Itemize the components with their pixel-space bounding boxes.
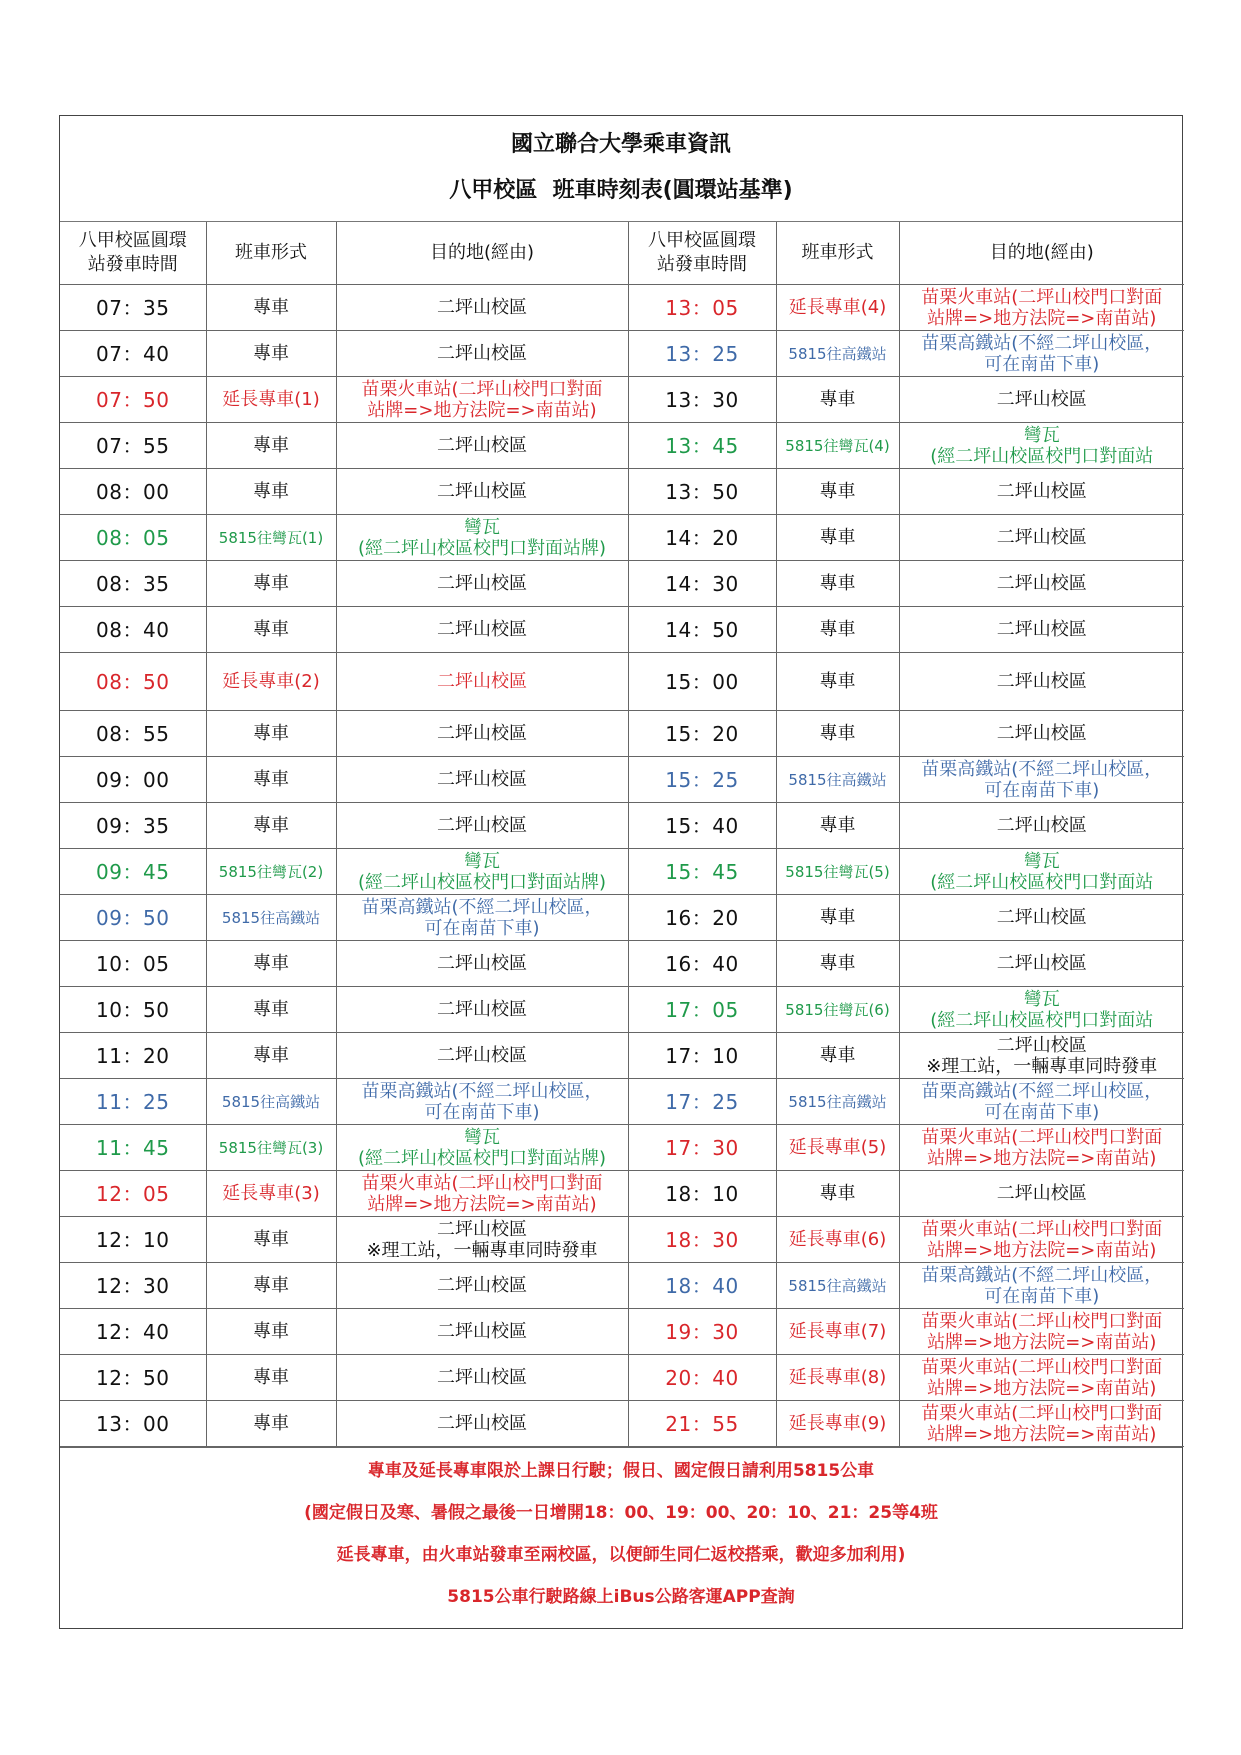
destination-line: 彎瓦 (464, 516, 500, 538)
destination (899, 1355, 1184, 1401)
service-type: 專車 (776, 803, 899, 849)
destination-line: 可在南苗下車) (984, 779, 1100, 801)
destination (336, 1033, 628, 1079)
destination-line: 可在南苗下車) (424, 1101, 540, 1123)
table-row (60, 1309, 1184, 1355)
destination-line: 二坪山校區 (996, 389, 1087, 410)
destination-line: (經二坪山校區校門口對面站 (930, 1009, 1154, 1031)
table-row (60, 423, 1184, 469)
table-row (60, 849, 1184, 895)
departure-time: 11：25 (60, 1079, 206, 1125)
destination (899, 285, 1184, 331)
destination-line: 二坪山校區 (437, 1367, 527, 1388)
destination (336, 849, 628, 895)
service-type: 5815往彎瓦(3) (206, 1125, 336, 1171)
service-type: 5815往高鐵站 (776, 331, 899, 377)
service-type: 專車 (776, 515, 899, 561)
departure-time: 17：25 (628, 1079, 776, 1125)
destination-line: 苗栗火車站(二坪山校門口對面 (921, 1310, 1163, 1332)
departure-time: 13：05 (628, 285, 776, 331)
destination-line: 二坪山校區 (437, 297, 527, 318)
destination (336, 1079, 628, 1125)
table-row (60, 757, 1184, 803)
table-row (60, 941, 1184, 987)
service-type: 延長專車(5) (776, 1125, 899, 1171)
destination-line: 苗栗高鐵站(不經二坪山校區， (921, 1080, 1163, 1102)
departure-time: 13：45 (628, 423, 776, 469)
departure-time: 09：35 (60, 803, 206, 849)
destination (899, 1309, 1184, 1355)
notes-block (60, 1447, 1182, 1628)
destination (899, 423, 1184, 469)
destination-line: 苗栗火車站(二坪山校門口對面 (921, 1356, 1163, 1378)
destination (336, 757, 628, 803)
service-type: 延長專車(4) (776, 285, 899, 331)
destination (336, 653, 628, 711)
destination (899, 331, 1184, 377)
header-time-line1: 八甲校區圓環 (648, 230, 756, 251)
destination-line: 二坪山校區 (437, 1045, 527, 1066)
destination-line: 站牌=>地方法院=>南苗站) (927, 1239, 1157, 1261)
service-type: 5815往高鐵站 (776, 1079, 899, 1125)
destination-line: 二坪山校區 (996, 907, 1087, 928)
title-block (60, 116, 1182, 222)
note-line: 5815公車行駛路線上iBus公路客運APP查詢 (447, 1587, 795, 1607)
destination (336, 1401, 628, 1447)
destination-line: 可在南苗下車) (984, 1285, 1100, 1307)
destination-line: 二坪山校區 (437, 481, 527, 502)
destination-line: 二坪山校區 (437, 723, 527, 744)
destination-line: (經二坪山校區校門口對面站牌) (357, 537, 607, 559)
table-row (60, 803, 1184, 849)
service-type: 延長專車(8) (776, 1355, 899, 1401)
destination-line: 二坪山校區 (437, 671, 527, 692)
service-type: 專車 (206, 803, 336, 849)
service-type: 延長專車(9) (776, 1401, 899, 1447)
destination-line: 站牌=>地方法院=>南苗站) (927, 1377, 1157, 1399)
destination (336, 469, 628, 515)
service-type: 5815往彎瓦(6) (776, 987, 899, 1033)
destination-line: 二坪山校區 (996, 481, 1087, 502)
destination-line: 二坪山校區 (437, 1321, 527, 1342)
destination (899, 1171, 1184, 1217)
service-type: 專車 (206, 711, 336, 757)
destination-line: 二坪山校區 (437, 953, 527, 974)
service-type: 5815往高鐵站 (776, 757, 899, 803)
departure-time: 12：10 (60, 1217, 206, 1263)
departure-time: 19：30 (628, 1309, 776, 1355)
departure-time: 12：40 (60, 1309, 206, 1355)
service-type: 專車 (776, 1171, 899, 1217)
table-row (60, 1033, 1184, 1079)
service-type: 專車 (206, 1033, 336, 1079)
table-row (60, 515, 1184, 561)
destination-line: 苗栗高鐵站(不經二坪山校區， (921, 332, 1163, 354)
destination (336, 987, 628, 1033)
departure-time: 08：50 (60, 653, 206, 711)
header-departure-time-right (628, 222, 776, 285)
destination-line: 彎瓦 (464, 1126, 500, 1148)
service-type: 5815往彎瓦(1) (206, 515, 336, 561)
destination-line: 二坪山校區 (437, 573, 527, 594)
table-row (60, 653, 1184, 711)
destination-line: 苗栗高鐵站(不經二坪山校區， (921, 1264, 1163, 1286)
departure-time: 17：10 (628, 1033, 776, 1079)
destination (336, 515, 628, 561)
departure-time: 15：40 (628, 803, 776, 849)
destination-line: 苗栗火車站(二坪山校門口對面 (361, 378, 603, 400)
destination (899, 1079, 1184, 1125)
departure-time: 14：50 (628, 607, 776, 653)
note-line: 專車及延長專車限於上課日行駛；假日、國定假日請利用5815公車 (367, 1461, 875, 1481)
destination-line: 二坪山校區 (996, 527, 1087, 548)
departure-time: 08：35 (60, 561, 206, 607)
table-row (60, 711, 1184, 757)
service-type: 專車 (206, 423, 336, 469)
destination-line: 二坪山校區 (996, 619, 1087, 640)
destination (899, 607, 1184, 653)
destination (899, 987, 1184, 1033)
service-type: 專車 (206, 1401, 336, 1447)
destination-line: 站牌=>地方法院=>南苗站) (927, 1331, 1157, 1353)
service-type: 5815往彎瓦(4) (776, 423, 899, 469)
destination-line: 二坪山校區 (437, 815, 527, 836)
page-title: 國立聯合大學乘車資訊 (510, 132, 731, 157)
destination (899, 1125, 1184, 1171)
destination (899, 1033, 1184, 1079)
destination (336, 1125, 628, 1171)
service-type: 延長專車(6) (776, 1217, 899, 1263)
destination-line: 二坪山校區 (437, 619, 527, 640)
departure-time: 11：20 (60, 1033, 206, 1079)
departure-time: 16：40 (628, 941, 776, 987)
departure-time: 10：50 (60, 987, 206, 1033)
destination-line: 二坪山校區 (996, 953, 1087, 974)
destination-line: 二坪山校區 (437, 999, 527, 1020)
table-row (60, 285, 1184, 331)
destination (336, 895, 628, 941)
table-row (60, 1217, 1184, 1263)
destination (899, 1401, 1184, 1447)
service-type: 5815往彎瓦(5) (776, 849, 899, 895)
header-row (60, 222, 1184, 285)
destination (899, 895, 1184, 941)
destination-line: 苗栗高鐵站(不經二坪山校區， (921, 758, 1163, 780)
header-service-type-left: 班車形式 (206, 222, 336, 285)
header-destination-left: 目的地(經由) (336, 222, 628, 285)
table-row (60, 469, 1184, 515)
departure-time: 08：55 (60, 711, 206, 757)
destination (899, 561, 1184, 607)
service-type: 專車 (206, 1263, 336, 1309)
header-departure-time-left (60, 222, 206, 285)
destination-line: 二坪山校區 (996, 671, 1087, 692)
destination (336, 285, 628, 331)
destination (336, 1355, 628, 1401)
departure-time: 07：50 (60, 377, 206, 423)
destination-line: 站牌=>地方法院=>南苗站) (927, 1147, 1157, 1169)
service-type: 專車 (206, 1217, 336, 1263)
schedule-table (60, 222, 1184, 1447)
timetable-sheet (59, 115, 1183, 1629)
departure-time: 17：05 (628, 987, 776, 1033)
service-type: 專車 (776, 377, 899, 423)
service-type: 專車 (776, 653, 899, 711)
service-type: 延長專車(3) (206, 1171, 336, 1217)
destination-line: 可在南苗下車) (424, 917, 540, 939)
header-destination-right: 目的地(經由) (899, 222, 1184, 285)
service-type: 專車 (776, 561, 899, 607)
departure-time: 15：45 (628, 849, 776, 895)
header-service-type-right: 班車形式 (776, 222, 899, 285)
departure-time: 07：40 (60, 331, 206, 377)
destination-line: 苗栗高鐵站(不經二坪山校區， (361, 1080, 603, 1102)
destination (899, 1263, 1184, 1309)
departure-time: 20：40 (628, 1355, 776, 1401)
destination (336, 711, 628, 757)
destination (336, 1309, 628, 1355)
destination-line: 苗栗高鐵站(不經二坪山校區， (361, 896, 603, 918)
destination-line: 站牌=>地方法院=>南苗站) (367, 399, 597, 421)
destination (899, 711, 1184, 757)
destination-line: 二坪山校區 (996, 1034, 1087, 1056)
table-row (60, 895, 1184, 941)
service-type: 專車 (776, 711, 899, 757)
header-time-line2: 站發車時間 (657, 254, 747, 275)
destination (336, 1171, 628, 1217)
service-type: 5815往彎瓦(2) (206, 849, 336, 895)
destination-line: 站牌=>地方法院=>南苗站) (927, 307, 1157, 329)
destination-line: 苗栗火車站(二坪山校門口對面 (921, 1126, 1163, 1148)
destination-line: 站牌=>地方法院=>南苗站) (927, 1423, 1157, 1445)
header-time-line1: 八甲校區圓環 (78, 230, 187, 251)
destination-line: 二坪山校區 (996, 815, 1087, 836)
destination-line: 苗栗火車站(二坪山校門口對面 (921, 1218, 1163, 1240)
departure-time: 14：30 (628, 561, 776, 607)
destination-line: ※理工站，一輛專車同時發車 (926, 1055, 1158, 1077)
destination-line: 站牌=>地方法院=>南苗站) (367, 1193, 597, 1215)
service-type: 專車 (206, 987, 336, 1033)
departure-time: 16：20 (628, 895, 776, 941)
departure-time: 15：25 (628, 757, 776, 803)
destination-line: 二坪山校區 (437, 1413, 527, 1434)
departure-time: 09：50 (60, 895, 206, 941)
table-row (60, 1263, 1184, 1309)
note-line: 延長專車，由火車站發車至兩校區，以便師生同仁返校搭乘，歡迎多加利用) (336, 1545, 906, 1565)
service-type: 延長專車(2) (206, 653, 336, 711)
departure-time: 13：25 (628, 331, 776, 377)
destination-line: 二坪山校區 (437, 1218, 527, 1240)
header-time-line2: 站發車時間 (87, 254, 178, 275)
service-type: 專車 (206, 561, 336, 607)
destination-line: (經二坪山校區校門口對面站 (930, 445, 1154, 467)
service-type: 5815往高鐵站 (206, 895, 336, 941)
service-type: 專車 (206, 1355, 336, 1401)
destination-line: 二坪山校區 (996, 573, 1087, 594)
destination-line: (經二坪山校區校門口對面站牌) (357, 1147, 607, 1169)
destination-line: ※理工站，一輛專車同時發車 (366, 1239, 598, 1261)
departure-time: 12：05 (60, 1171, 206, 1217)
destination-line: 二坪山校區 (437, 435, 527, 456)
table-row (60, 561, 1184, 607)
departure-time: 13：30 (628, 377, 776, 423)
service-type: 延長專車(1) (206, 377, 336, 423)
table-row (60, 1125, 1184, 1171)
service-type: 專車 (206, 1309, 336, 1355)
service-type: 5815往高鐵站 (206, 1079, 336, 1125)
destination-line: (經二坪山校區校門口對面站牌) (357, 871, 607, 893)
departure-time: 15：00 (628, 653, 776, 711)
destination-line: 苗栗火車站(二坪山校門口對面 (361, 1172, 603, 1194)
destination (899, 1217, 1184, 1263)
departure-time: 21：55 (628, 1401, 776, 1447)
service-type: 專車 (776, 941, 899, 987)
destination (899, 757, 1184, 803)
table-row (60, 331, 1184, 377)
service-type: 5815往高鐵站 (776, 1263, 899, 1309)
destination (336, 803, 628, 849)
departure-time: 18：40 (628, 1263, 776, 1309)
destination-line: 二坪山校區 (996, 723, 1087, 744)
departure-time: 12：50 (60, 1355, 206, 1401)
departure-time: 07：35 (60, 285, 206, 331)
destination (336, 1263, 628, 1309)
destination (336, 941, 628, 987)
departure-time: 17：30 (628, 1125, 776, 1171)
service-type: 專車 (776, 895, 899, 941)
departure-time: 11：45 (60, 1125, 206, 1171)
destination (336, 561, 628, 607)
destination-line: 彎瓦 (1023, 988, 1060, 1010)
table-row (60, 377, 1184, 423)
table-row (60, 1355, 1184, 1401)
departure-time: 09：45 (60, 849, 206, 895)
table-row (60, 1401, 1184, 1447)
service-type: 專車 (776, 469, 899, 515)
destination-line: 彎瓦 (1023, 850, 1060, 872)
destination-line: (經二坪山校區校門口對面站 (930, 871, 1154, 893)
service-type: 專車 (206, 941, 336, 987)
service-type: 專車 (776, 1033, 899, 1079)
departure-time: 14：20 (628, 515, 776, 561)
destination (899, 849, 1184, 895)
destination-line: 苗栗火車站(二坪山校門口對面 (921, 286, 1163, 308)
destination (899, 515, 1184, 561)
destination-line: 彎瓦 (464, 850, 500, 872)
service-type: 延長專車(7) (776, 1309, 899, 1355)
service-type: 專車 (206, 757, 336, 803)
schedule-body (60, 285, 1184, 1447)
departure-time: 10：05 (60, 941, 206, 987)
table-row (60, 987, 1184, 1033)
destination-line: 苗栗火車站(二坪山校門口對面 (921, 1402, 1163, 1424)
departure-time: 08：05 (60, 515, 206, 561)
departure-time: 09：00 (60, 757, 206, 803)
destination (899, 653, 1184, 711)
destination-line: 二坪山校區 (437, 343, 527, 364)
departure-time: 18：30 (628, 1217, 776, 1263)
service-type: 專車 (206, 331, 336, 377)
note-line: (國定假日及寒、暑假之最後一日增開18：00、19：00、20：10、21：25等4班 (304, 1503, 938, 1523)
destination-line: 二坪山校區 (437, 1275, 527, 1296)
table-row (60, 1171, 1184, 1217)
destination (899, 377, 1184, 423)
departure-time: 12：30 (60, 1263, 206, 1309)
destination-line: 二坪山校區 (437, 769, 527, 790)
destination-line: 可在南苗下車) (984, 1101, 1100, 1123)
departure-time: 15：20 (628, 711, 776, 757)
service-type: 專車 (776, 607, 899, 653)
destination-line: 彎瓦 (1023, 424, 1060, 446)
destination (336, 607, 628, 653)
page-subtitle: 八甲校區 班車時刻表(圓環站基準) (449, 178, 793, 203)
departure-time: 07：55 (60, 423, 206, 469)
departure-time: 13：00 (60, 1401, 206, 1447)
destination-line: 二坪山校區 (996, 1183, 1087, 1204)
destination (336, 423, 628, 469)
destination-line: 可在南苗下車) (984, 353, 1100, 375)
departure-time: 08：40 (60, 607, 206, 653)
departure-time: 13：50 (628, 469, 776, 515)
destination (336, 331, 628, 377)
service-type: 專車 (206, 469, 336, 515)
destination (336, 1217, 628, 1263)
table-row (60, 607, 1184, 653)
destination (899, 941, 1184, 987)
departure-time: 08：00 (60, 469, 206, 515)
table-row (60, 1079, 1184, 1125)
service-type: 專車 (206, 607, 336, 653)
departure-time: 18：10 (628, 1171, 776, 1217)
destination (899, 469, 1184, 515)
destination (336, 377, 628, 423)
destination (899, 803, 1184, 849)
service-type: 專車 (206, 285, 336, 331)
